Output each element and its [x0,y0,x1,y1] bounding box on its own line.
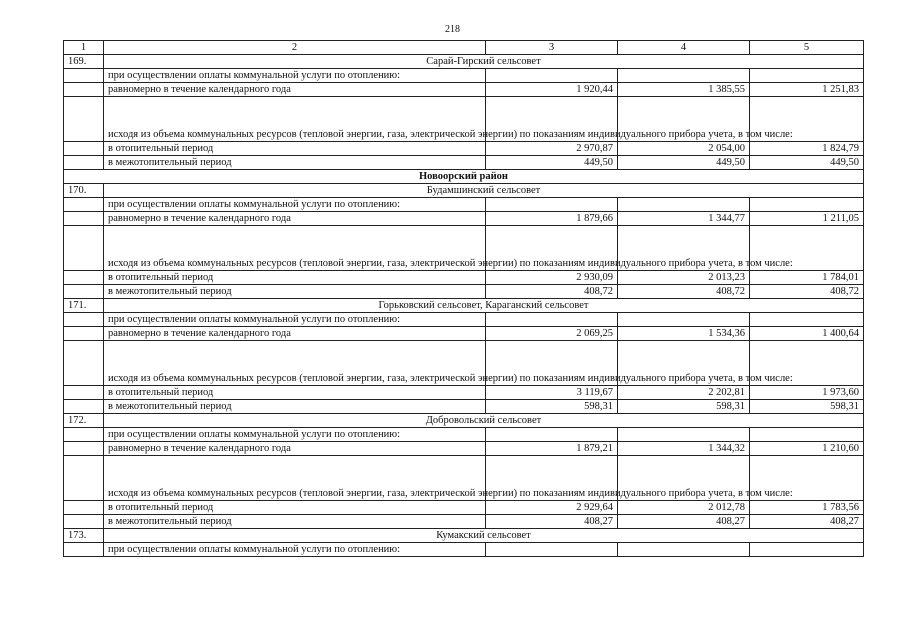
table-row [64,198,864,212]
value-cell: 2 202,81 [618,386,750,400]
value-cell: 1 783,56 [750,501,864,515]
value-cell: 1 210,60 [750,442,864,456]
value-cell: 1 385,55 [618,83,750,97]
table-row [64,341,864,386]
table-row [64,327,864,341]
table-row [64,156,864,170]
row-label: исходя из объема коммунальных ресурсов (тепловой энергии, газа, электрической энергии) по показаниям индивидуального прибора учета, в том числе: [104,456,486,501]
value-cell: 408,72 [486,285,618,299]
value-cell: 1 784,01 [750,271,864,285]
entry-title-row [64,299,864,313]
entry-title-row [64,184,864,198]
entry-name: Будамшинский сельсовет [104,184,864,198]
row-label: при осуществлении оплаты коммунальной услуги по отоплению: [104,543,486,557]
value-cell: 1 344,77 [618,212,750,226]
value-cell: 1 973,60 [750,386,864,400]
table-row [64,400,864,414]
value-cell: 408,27 [750,515,864,529]
row-label: в отопительный период [104,501,486,515]
table-row [64,271,864,285]
value-cell: 449,50 [486,156,618,170]
row-label: равномерно в течение календарного года [104,83,486,97]
column-header-row [64,41,864,55]
table-row [64,313,864,327]
table-row [64,386,864,400]
row-label: равномерно в течение календарного года [104,442,486,456]
column-header-2: 2 [104,41,486,55]
column-header-5: 5 [750,41,864,55]
tariff-table [63,40,864,557]
value-cell: 1 920,44 [486,83,618,97]
value-cell: 598,31 [618,400,750,414]
value-cell: 408,72 [618,285,750,299]
table-row [64,442,864,456]
value-cell: 1 879,21 [486,442,618,456]
row-label: при осуществлении оплаты коммунальной услуги по отоплению: [104,198,486,212]
value-cell: 408,27 [618,515,750,529]
value-cell: 408,72 [750,285,864,299]
row-label: исходя из объема коммунальных ресурсов (тепловой энергии, газа, электрической энергии) по показаниям индивидуального прибора учета, в том числе: [104,341,486,386]
value-cell: 408,27 [486,515,618,529]
district-row [64,170,864,184]
value-cell: 2 069,25 [486,327,618,341]
row-label: в межотопительный период [104,515,486,529]
value-cell: 2 054,00 [618,142,750,156]
entry-title-row [64,55,864,69]
row-label: при осуществлении оплаты коммунальной услуги по отоплению: [104,313,486,327]
value-cell: 1 344,32 [618,442,750,456]
column-header-4: 4 [618,41,750,55]
entry-number: 173. [64,529,104,543]
value-cell: 1 824,79 [750,142,864,156]
value-cell: 1 251,83 [750,83,864,97]
value-cell: 2 930,09 [486,271,618,285]
row-label: исходя из объема коммунальных ресурсов (тепловой энергии, газа, электрической энергии) по показаниям индивидуального прибора учета, в том числе: [104,226,486,271]
value-cell: 598,31 [486,400,618,414]
column-header-3: 3 [486,41,618,55]
row-label: в межотопительный период [104,400,486,414]
value-cell: 1 211,05 [750,212,864,226]
value-cell: 3 119,67 [486,386,618,400]
row-label: в отопительный период [104,271,486,285]
entry-title-row [64,529,864,543]
value-cell: 449,50 [750,156,864,170]
row-label: при осуществлении оплаты коммунальной услуги по отоплению: [104,69,486,83]
row-label: в межотопительный период [104,156,486,170]
table-row [64,212,864,226]
page-number: 218 [445,24,460,35]
row-label: равномерно в течение календарного года [104,327,486,341]
row-label: равномерно в течение календарного года [104,212,486,226]
value-cell: 449,50 [618,156,750,170]
table-row [64,501,864,515]
row-label: в межотопительный период [104,285,486,299]
table-row [64,97,864,142]
table-row [64,69,864,83]
entry-name: Кумакский сельсовет [104,529,864,543]
entry-title-row [64,414,864,428]
column-header-1: 1 [64,41,104,55]
table-row [64,515,864,529]
entry-number: 169. [64,55,104,69]
value-cell: 1 879,66 [486,212,618,226]
value-cell: 1 400,64 [750,327,864,341]
row-label: исходя из объема коммунальных ресурсов (тепловой энергии, газа, электрической энергии) по показаниям индивидуального прибора учета, в том числе: [104,97,486,142]
row-label: при осуществлении оплаты коммунальной услуги по отоплению: [104,428,486,442]
value-cell: 2 013,23 [618,271,750,285]
table-row [64,285,864,299]
entry-number: 171. [64,299,104,313]
entry-name: Горьковский сельсовет, Караганский сельсовет [104,299,864,313]
value-cell: 1 534,36 [618,327,750,341]
table-row [64,543,864,557]
table-row [64,142,864,156]
district-name: Новоорский район [64,170,864,184]
table-row [64,456,864,501]
table-row [64,83,864,97]
table-row [64,428,864,442]
row-label: в отопительный период [104,142,486,156]
entry-name: Сарай-Гирский сельсовет [104,55,864,69]
value-cell: 598,31 [750,400,864,414]
entry-number: 172. [64,414,104,428]
row-label: в отопительный период [104,386,486,400]
value-cell: 2 929,64 [486,501,618,515]
table-row [64,226,864,271]
value-cell: 2 970,87 [486,142,618,156]
entry-name: Добровольский сельсовет [104,414,864,428]
entry-number: 170. [64,184,104,198]
value-cell: 2 012,78 [618,501,750,515]
